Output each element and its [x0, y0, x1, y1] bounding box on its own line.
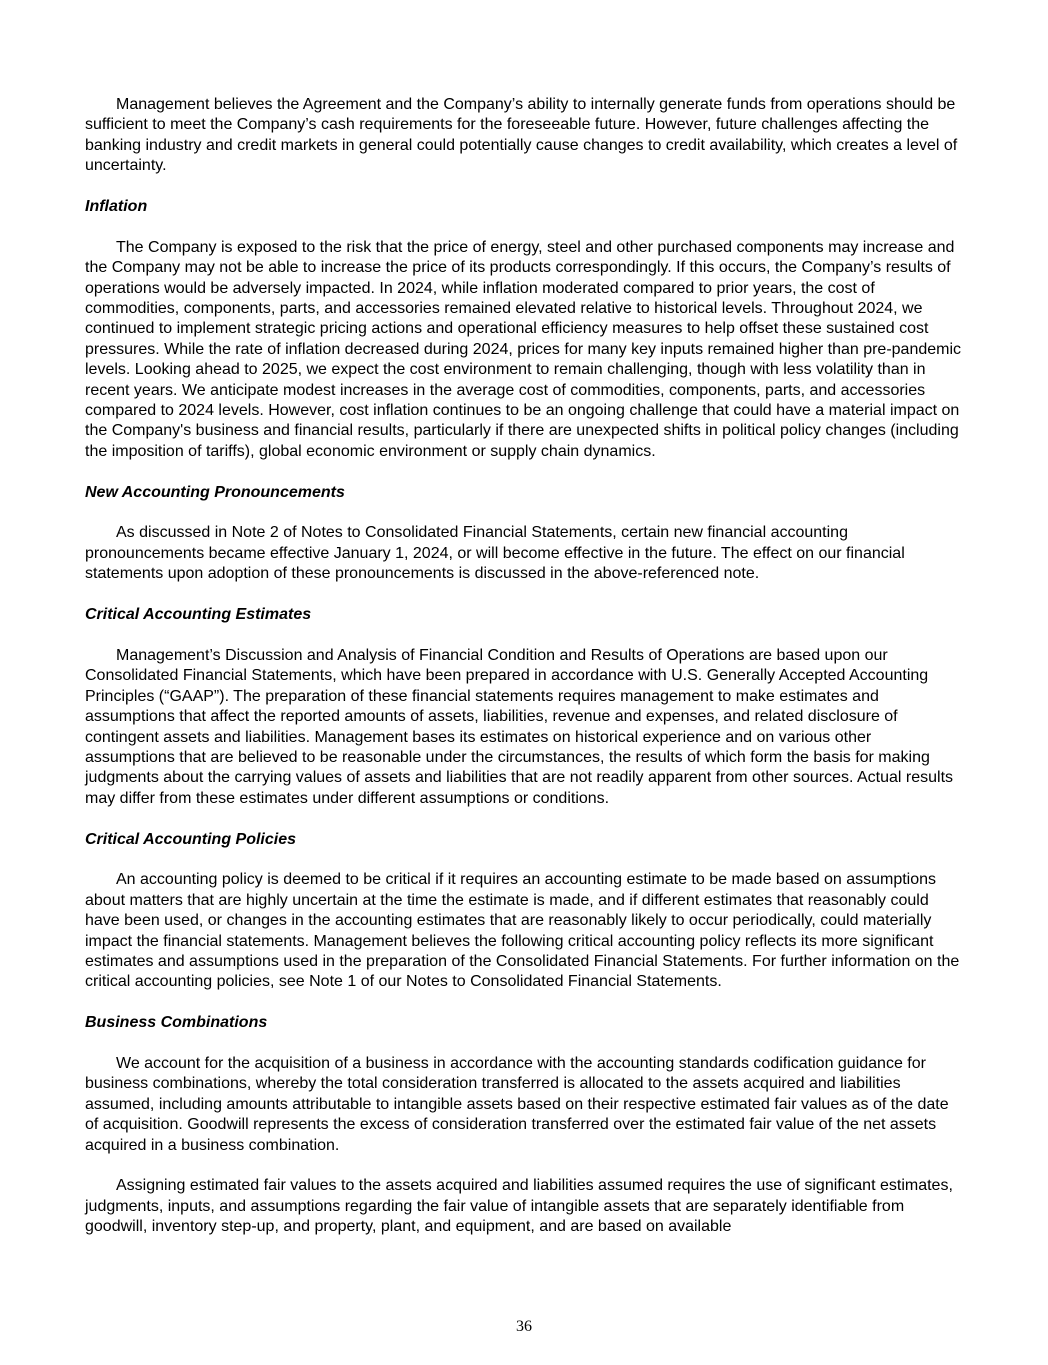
- business-combinations-heading: Business Combinations: [85, 1014, 268, 1032]
- critical-estimates-heading: Critical Accounting Estimates: [85, 606, 312, 624]
- critical-policies-paragraph: An accounting policy is deemed to be critical if it requires an accounting estimate to be made based on assumptions about matters that are highly uncertain at the time the estimate is made, and if different estimates that reasonably could have been used, or changes in the accounting estimates that are reasonably likely to occur periodically, could materially impact the financial statements. Management believes the following critical accounting policy reflects its more significant estimates and assumptions used in the preparation of the Consolidated Financial Statements. For further information on the critical accounting policies, see Note 1 of our Notes to Consolidated Financial Statements.: [85, 871, 960, 991]
- inflation-heading: Inflation: [85, 198, 148, 216]
- business-combinations-paragraph-2: Assigning estimated fair values to the assets acquired and liabilities assumed requires the use of significant estimates, judgments, inputs, and assumptions regarding the fair value of intangible assets that are separately identifiable from goodwill, inventory step-up, and property, plant, and equipment, and are based on available: [85, 1177, 953, 1236]
- critical-estimates-paragraph: Management’s Discussion and Analysis of Financial Condition and Results of Operations are based upon our Consolidated Financial Statements, which have been prepared in accordance with U.S. Generally Accepted Accounting Principles (“GAAP”). The preparation of these financial statements requires management to make estimates and assumptions that affect the reported amounts of assets, liabilities, revenue and expenses, and related disclosure of contingent assets and liabilities. Management bases its estimates on historical experience and on various other assumptions that are believed to be reasonable under the circumstances, the results of which form the basis for making judgments about the carrying values of assets and liabilities that are not readily apparent from other sources. Actual results may differ from these estimates under different assumptions or conditions.: [85, 646, 954, 807]
- new-accounting-paragraph: As discussed in Note 2 of Notes to Consolidated Financial Statements, certain new financial accounting pronouncements became effective January 1, 2024, or will become effective in the future. The effect on our financial statements upon adoption of these pronouncements is discussed in the above-referenced note.: [85, 524, 905, 583]
- critical-policies-heading: Critical Accounting Policies: [85, 830, 297, 848]
- business-combinations-paragraph-1: We account for the acquisition of a business in accordance with the accounting standards codification guidance for business combinations, whereby the total consideration transferred is allocated to the assets acquired and liabilities assumed, including amounts attributable to intangible assets based on their respective estimated fair values as of the date of acquisition. Goodwill represents the excess of consideration transferred over the estimated fair value of the net assets acquired in a business combination.: [85, 1054, 949, 1154]
- page-number: 36: [516, 1318, 532, 1335]
- intro-paragraph: Management believes the Agreement and the Company’s ability to internally generate funds from operations should be sufficient to meet the Company’s cash requirements for the foreseeable future. However, future challenges affecting the banking industry and credit markets in general could potentially cause changes to credit availability, which creates a level of uncertainty.: [85, 96, 958, 175]
- document-body: [85, 95, 965, 1238]
- new-accounting-heading: New Accounting Pronouncements: [85, 483, 345, 501]
- inflation-paragraph: The Company is exposed to the risk that the price of energy, steel and other purchased components may increase and the Company may not be able to increase the price of its products correspondingly. If this occurs, the Company’s results of operations would be adversely impacted. In 2024, while inflation moderated compared to prior years, the cost of commodities, components, parts, and accessories remained elevated relative to historical levels. Throughout 2024, we continued to implement strategic pricing actions and operational efficiency measures to help offset these sustained cost pressures. While the rate of inflation decreased during 2024, prices for many key inputs remained higher than pre-pandemic levels. Looking ahead to 2025, we expect the cost environment to remain challenging, though with less volatility than in recent years. We anticipate modest increases in the average cost of commodities, components, parts, and accessories compared to 2024 levels. However, cost inflation continues to be an ongoing challenge that could have a material impact on the Company's business and financial results, particularly if there are unexpected shifts in political policy changes (including the imposition of tariffs), global economic environment or supply chain dynamics.: [85, 238, 962, 460]
